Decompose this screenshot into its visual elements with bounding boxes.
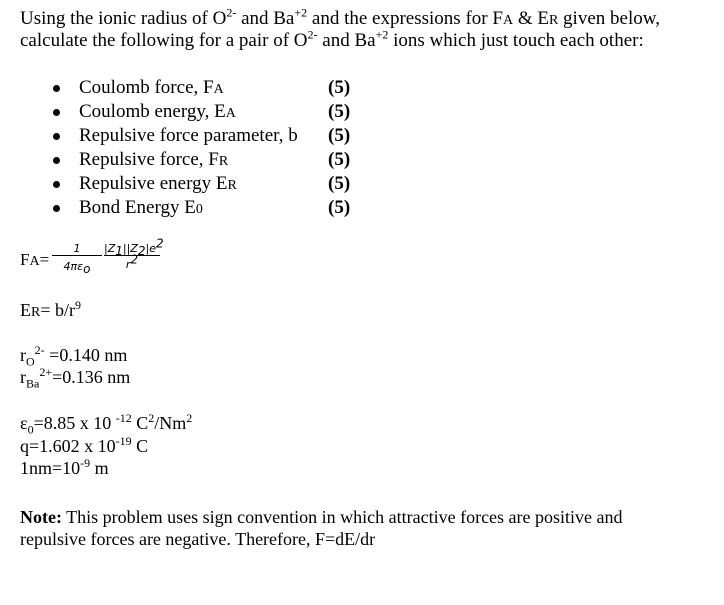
item-label: Repulsive energy E xyxy=(79,173,228,194)
constant-nm: $1nm=10^{-9}$ m xyxy=(20,456,109,478)
item-points: (5) xyxy=(328,197,351,218)
bullet-icon xyxy=(53,133,60,140)
note-label: Note: xyxy=(20,507,62,527)
item-points: (5) xyxy=(328,101,351,122)
note-line-2: repulsive forces are negative. Therefore, F=dE/dr xyxy=(20,529,376,549)
item-label: Repulsive force parameter, b xyxy=(79,125,298,146)
bullet-icon xyxy=(53,157,60,164)
formula-fa-fraction-1: 1 $4\pi\varepsilon_o$ xyxy=(52,242,102,273)
bullet-icon xyxy=(53,85,60,92)
intro-line-1: Using the ionic radius of $O^{2-}$ and $Ba^{+2}$ and the expressions for FA & ER given below, xyxy=(20,5,660,29)
formula-fa-fraction-2: $|Z_1||Z_2|e^2$ $r^2$ xyxy=(104,236,164,271)
formula-er: $ER= b/r^9$ xyxy=(20,298,81,320)
intro-line-2: calculate the following for a pair of $O^{2-}$ and $Ba^{+2}$ ions which just touch each other: xyxy=(20,27,644,51)
bullet-icon xyxy=(53,109,60,116)
item-label: Coulomb force, F xyxy=(79,77,214,98)
item-label: Repulsive force, F xyxy=(79,149,219,170)
constant-epsilon: $\varepsilon_0=8.85$ x 10 $^{-12}$ $C^2/Nm^2$ xyxy=(20,411,193,437)
item-points: (5) xyxy=(328,149,351,170)
formula-fa-lhs: FA= xyxy=(20,250,50,269)
constant-charge: q=1.602 x $10^{-19}$ C xyxy=(20,434,149,456)
bullet-icon xyxy=(53,181,60,188)
item-label: Coulomb energy, E xyxy=(79,101,226,122)
bullet-icon xyxy=(53,205,60,212)
item-label: Bond Energy E xyxy=(79,197,196,218)
radius-barium: $r_{Ba}^{2+}=0.136$ nm xyxy=(20,365,131,391)
radius-oxygen: $r_O^{2-} =0.140$ nm xyxy=(20,343,128,369)
note-line-1: Note: This problem uses sign convention in which attractive forces are positive and xyxy=(20,507,623,527)
item-points: (5) xyxy=(328,173,351,194)
item-points: (5) xyxy=(328,77,351,98)
item-points: (5) xyxy=(328,125,351,146)
